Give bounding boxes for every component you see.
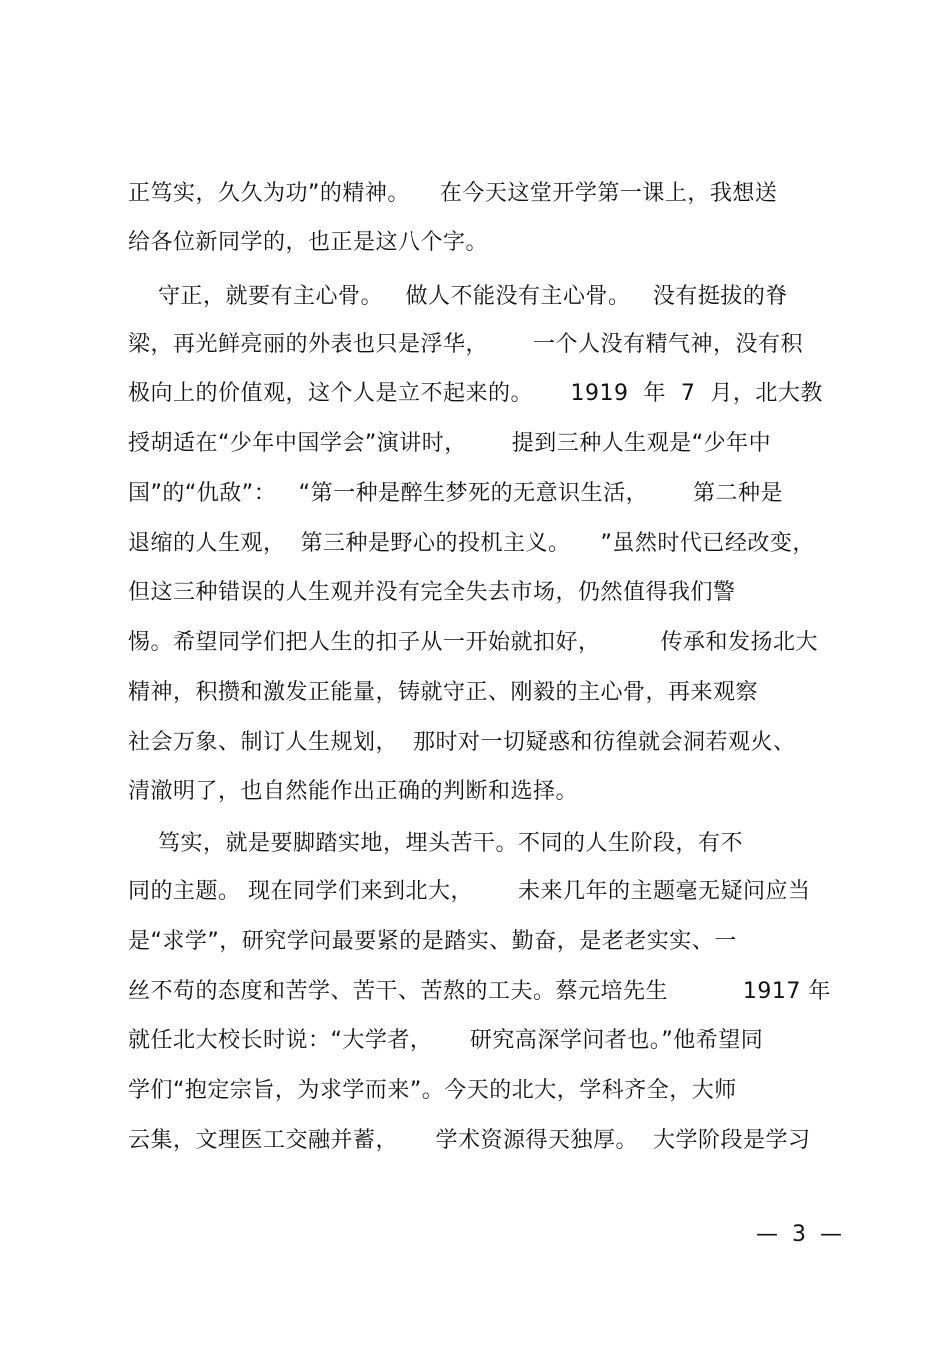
page-number: — 3 — bbox=[756, 1222, 842, 1247]
text-line: 守正，就要有主心骨。 做人不能没有主心骨。 没有挺拔的脊 bbox=[128, 284, 788, 309]
text-line: 国”的“仇敌”： “第一种是醉生梦死的无意识生活， 第二种是 bbox=[128, 481, 784, 506]
text-line: 社会万象、制订人生规划， 那时对一切疑惑和彷徨就会洞若观火、 bbox=[128, 730, 796, 755]
text-line: 但这三种错误的人生观并没有完全失去市场，仍然值得我们警 bbox=[128, 580, 736, 605]
text-line: 正笃实，久久为功”的精神。 在今天这堂开学第一课上，我想送 bbox=[128, 181, 778, 206]
text-line: 是“求学”，研究学问最要紧的是踏实、勤奋，是老老实实、一 bbox=[128, 929, 737, 954]
text-line: 梁，再光鲜亮丽的外表也只是浮华， 一个人没有精气神，没有积 bbox=[128, 332, 803, 357]
text-line: 笃实，就是要脚踏实地，埋头苦干。不同的人生阶段，有不 bbox=[128, 831, 743, 856]
text-line: 丝不苟的态度和苦学、苦干、苦熬的工夫。蔡元培先生 1917 年 bbox=[128, 979, 831, 1004]
text-line: 清澈明了，也自然能作出正确的判断和选择。 bbox=[128, 779, 579, 804]
text-line: 精神，积攒和激发正能量，铸就守正、刚毅的主心骨，再来观察 bbox=[128, 680, 759, 705]
text-line: 退缩的人生观， 第三种是野心的投机主义。 ”虽然时代已经改变， bbox=[128, 531, 815, 556]
text-line: 极向上的价值观，这个人是立不起来的。 1919 年 7 月，北大教 bbox=[128, 381, 823, 406]
text-line: 就任北大校长时说：“大学者， 研究高深学问者也。”他希望同 bbox=[128, 1028, 764, 1053]
text-line: 给各位新同学的，也正是这八个字。 bbox=[128, 230, 489, 255]
text-line: 同的主题。 现在同学们来到北大， 未来几年的主题毫无疑问应当 bbox=[128, 879, 811, 904]
text-line: 云集，文理医工交融并蓄， 学术资源得天独厚。 大学阶段是学习 bbox=[128, 1128, 811, 1153]
text-line: 惕。希望同学们把人生的扣子从一开始就扣好， 传承和发扬北大 bbox=[128, 630, 818, 655]
text-line: 学们“抱定宗旨，为求学而来”。今天的北大，学科齐全，大师 bbox=[128, 1078, 737, 1103]
text-line: 授胡适在“少年中国学会”演讲时， 提到三种人生观是“少年中 bbox=[128, 431, 772, 456]
